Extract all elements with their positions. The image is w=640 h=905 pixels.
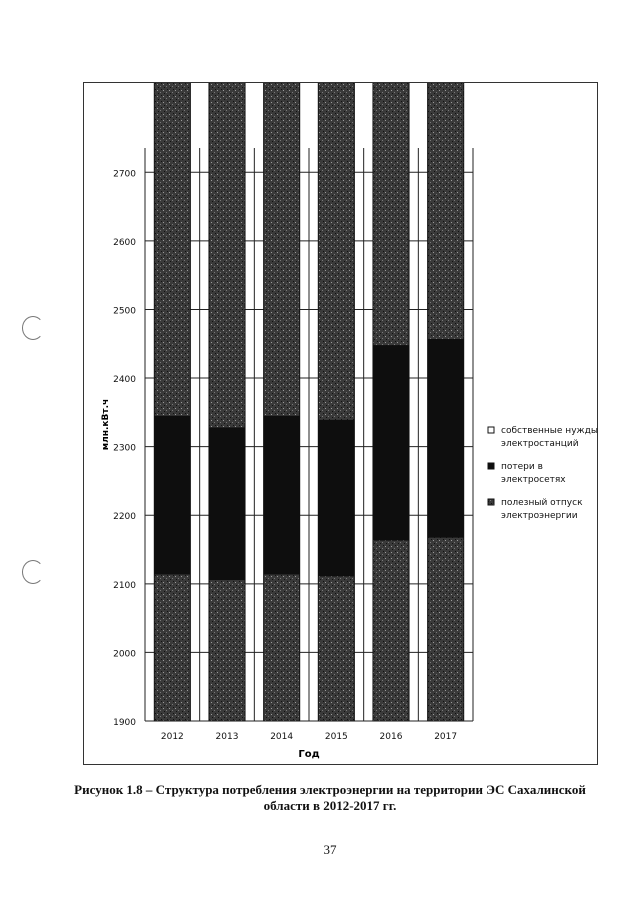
legend-label: электростанций	[501, 439, 579, 449]
x-tick-label-2016: 2016	[379, 732, 403, 742]
chart-frame	[83, 82, 598, 765]
y-tick-label: 2300	[113, 443, 136, 454]
x-tick-label-2014: 2014	[270, 732, 294, 742]
legend-layer	[488, 426, 598, 521]
x-tick-label-2012: 2012	[160, 732, 184, 742]
y-tick-label: 2700	[113, 169, 136, 180]
x-tick-label-2017: 2017	[434, 732, 458, 742]
y-tick-label: 1900	[113, 718, 136, 728]
bar-segment-2012-s0	[154, 83, 190, 721]
x-tick-label-2015: 2015	[324, 732, 348, 742]
bar-dark-band-2017	[428, 339, 464, 538]
legend-label: электросетях	[501, 475, 566, 485]
figure-caption	[60, 782, 600, 814]
x-tick-label-2013: 2013	[215, 732, 239, 742]
grid-layer	[145, 148, 473, 721]
y-tick-label: 2400	[113, 375, 136, 386]
bar-dark-band-2014	[264, 416, 300, 575]
caption-line-2: области в 2012-2017 гг.	[263, 798, 397, 813]
binder-hole-bottom	[22, 560, 44, 584]
x-axis-title: Год	[298, 749, 320, 760]
bar-segment-2014-s0	[264, 83, 300, 721]
binder-hole-top	[22, 316, 44, 340]
legend-label: полезный отпуск	[501, 498, 583, 508]
y-tick-label: 2000	[113, 649, 136, 660]
bar-dark-band-2016	[373, 345, 409, 540]
bar-dark-band-2012	[154, 416, 190, 575]
chart-svg	[84, 83, 599, 766]
page-number: 37	[323, 842, 337, 857]
y-tick-label: 2200	[113, 512, 136, 523]
y-tick-label: 2100	[113, 580, 136, 591]
legend-swatch	[488, 427, 494, 433]
y-tick-label: 2600	[113, 237, 136, 248]
caption-line-1: Рисунок 1.8 – Структура потребления электроэнергии на территории ЭС Сахалинской	[74, 782, 586, 797]
bar-segment-2015-s0	[318, 83, 354, 721]
legend-swatch	[488, 463, 494, 469]
legend-swatch	[488, 499, 494, 505]
legend-label: электроэнергии	[501, 511, 578, 521]
bar-dark-band-2015	[318, 420, 354, 577]
legend-label: собственные нужды	[501, 426, 598, 436]
bar-dark-band-2013	[209, 427, 245, 580]
y-tick-label: 2500	[113, 306, 136, 317]
y-axis-title: млн.кВт.ч	[101, 398, 111, 451]
legend-label: потери в	[501, 462, 543, 472]
bar-segment-2013-s0	[209, 83, 245, 721]
